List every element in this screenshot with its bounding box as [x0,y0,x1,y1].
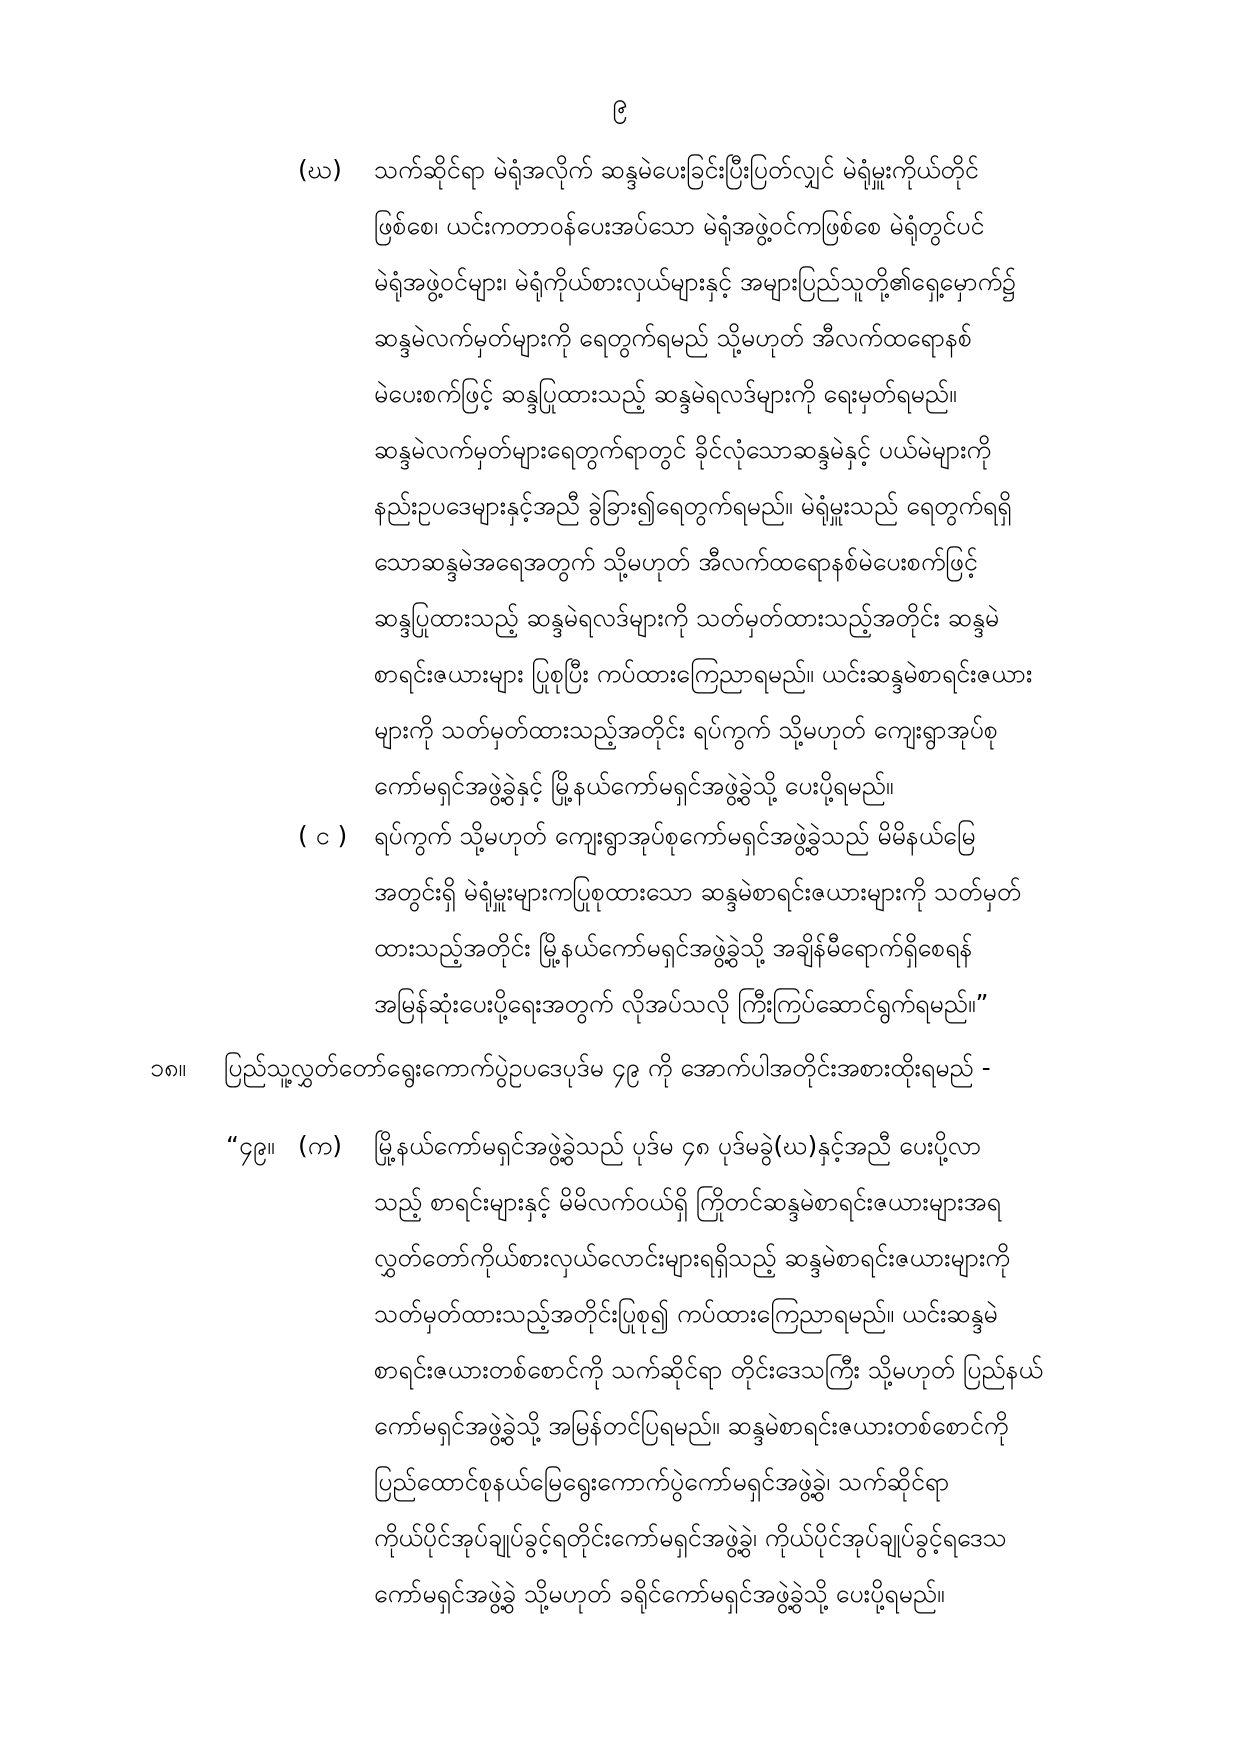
paragraph-line: ကော်မရှင်အဖွဲ့ခွဲ သို့မဟုတ် ခရိုင်ကော်မရှင်အဖွဲ့ခွဲသို့ ပေးပို့ရမည်။ [374,1579,945,1608]
paragraph-line: မြို့နယ်ကော်မရှင်အဖွဲ့ခွဲသည် ပုဒ်မ ၄၈ ပုဒ်မခွဲ(ဃ)နှင့်အညီ ပေးပို့လာ [374,1131,982,1160]
sub-section-nga-body [374,808,1128,1032]
sub-section-nga-label: ( င ) [298,821,348,850]
paragraph-line: ဆန္ဒမဲလက်မှတ်များကို ရေတွက်ရမည် သို့မဟုတ် အီလက်ထရောနစ် [374,323,973,352]
paragraph-line: နည်းဥပဒေများနှင့်အညီ ခွဲခြား၍ရေတွက်ရမည်။ မဲရုံမှူးသည် ရေတွက်ရရှိ [374,491,1012,520]
section-49-number: “၄၉။ [226,1131,275,1160]
paragraph-line: ကိုယ်ပိုင်အုပ်ချုပ်ခွင့်ရတိုင်းကော်မရှင်အဖွဲ့ခွဲ၊ ကိုယ်ပိုင်အုပ်ချုပ်ခွင့်ရဒေသ [374,1523,1007,1552]
paragraph-line: ပြည်ထောင်စုနယ်မြေရွေးကောက်ပွဲကော်မရှင်အဖွဲ့ခွဲ၊ သက်ဆိုင်ရာ [374,1467,950,1496]
paragraph-line: ကော်မရှင်အဖွဲ့ခွဲနှင့် မြို့နယ်ကော်မရှင်အဖွဲ့ခွဲသို့ ပေးပို့ရမည်။ [374,771,894,800]
paragraph-line: ထားသည့်အတိုင်း မြို့နယ်ကော်မရှင်အဖွဲ့ခွဲသို့ အချိန်မီရောက်ရှိစေရန် [374,933,973,962]
paragraph-line: သည့် စာရင်းများနှင့် မိမိလက်ဝယ်ရှိ ကြိုတင်ဆန္ဒမဲစာရင်းဇယားများအရ [374,1187,1001,1216]
paragraph-line: အမြန်ဆုံးပေးပို့ရေးအတွက် လိုအပ်သလို ကြီးကြပ်ဆောင်ရွက်ရမည်။” [374,989,989,1018]
paragraph-line: ဆန္ဒမဲလက်မှတ်များရေတွက်ရာတွင် ခိုင်လုံသောဆန္ဒမဲနှင့် ပယ်မဲများကို [374,435,991,464]
sub-section-gha-label: (ဃ) [298,155,342,184]
paragraph-line: အတွင်းရှိ မဲရုံမှူးများကပြုစုထားသော ဆန္ဒမဲစာရင်းဇယားများကို သတ်မှတ် [374,877,1022,906]
paragraph-line: စာရင်းဇယားများ ပြုစုပြီး ကပ်ထားကြေညာရမည်။ ယင်းဆန္ဒမဲစာရင်းဇယား [374,659,1033,688]
page-number: ၉ [612,88,628,119]
section-49-body [374,1118,1128,1622]
paragraph-line: သတ်မှတ်ထားသည့်အတိုင်းပြုစု၍ ကပ်ထားကြေညာရမည်။ ယင်းဆန္ဒမဲ [374,1299,998,1328]
paragraph-line: ရပ်ကွက် သို့မဟုတ် ကျေးရွာအုပ်စုကော်မရှင်အဖွဲ့ခွဲသည် မိမိနယ်မြေ [374,821,976,850]
paragraph-line: သောဆန္ဒမဲအရေအတွက် သို့မဟုတ် အီလက်ထရောနစ်မဲပေးစက်ဖြင့် [374,547,978,576]
paragraph-line: များကို သတ်မှတ်ထားသည့်အတိုင်း ရပ်ကွက် သို့မဟုတ် ကျေးရွာအုပ်စု [374,715,998,744]
paragraph-line: မဲပေးစက်ဖြင့် ဆန္ဒပြုထားသည့် ဆန္ဒမဲရလဒ်များကို ရေးမှတ်ရမည်။ [374,379,957,408]
paragraph-line: ကော်မရှင်အဖွဲ့ခွဲသို့ အမြန်တင်ပြရမည်။ ဆန္ဒမဲစာရင်းဇယားတစ်စောင်ကို [374,1411,1009,1440]
paragraph-line: လွှတ်တော်ကိုယ်စားလှယ်လောင်းများရရှိသည့် ဆန္ဒမဲစာရင်းဇယားများကို [374,1243,1010,1272]
paragraph-line: ဆန္ဒပြုထားသည့် ဆန္ဒမဲရလဒ်များကို သတ်မှတ်ထားသည့်အတိုင်း ဆန္ဒမဲ [374,603,1000,632]
paragraph-line: သက်ဆိုင်ရာ မဲရုံအလိုက် ဆန္ဒမဲပေးခြင်းပြီးပြတ်လျှင် မဲရုံမှူးကိုယ်တိုင် [374,155,979,184]
paragraph-line: ဖြစ်စေ၊ ယင်းကတာဝန်ပေးအပ်သော မဲရုံအဖွဲ့ဝင်ကဖြစ်စေ မဲရုံတွင်ပင် [374,211,985,240]
section-18-text: ပြည်သူ့လွှတ်တော်ရွေးကောက်ပွဲဥပဒေပုဒ်မ ၄၉ ကို အောက်ပါအတိုင်းအစားထိုးရမည် - [224,1053,991,1082]
section-18-number: ၁၈။ [150,1053,186,1082]
sub-section-gha-body [374,142,1128,814]
paragraph-line: စာရင်းဇယားတစ်စောင်ကို သက်ဆိုင်ရာ တိုင်းဒေသကြီး သို့မဟုတ် ပြည်နယ် [374,1355,1043,1384]
paragraph-line: မဲရုံအဖွဲ့ဝင်များ၊ မဲရုံကိုယ်စားလှယ်များနှင့် အများပြည်သူတို့၏ရှေ့မှောက်၌ [374,267,1016,296]
section-49-sub-label: (က) [298,1131,342,1160]
